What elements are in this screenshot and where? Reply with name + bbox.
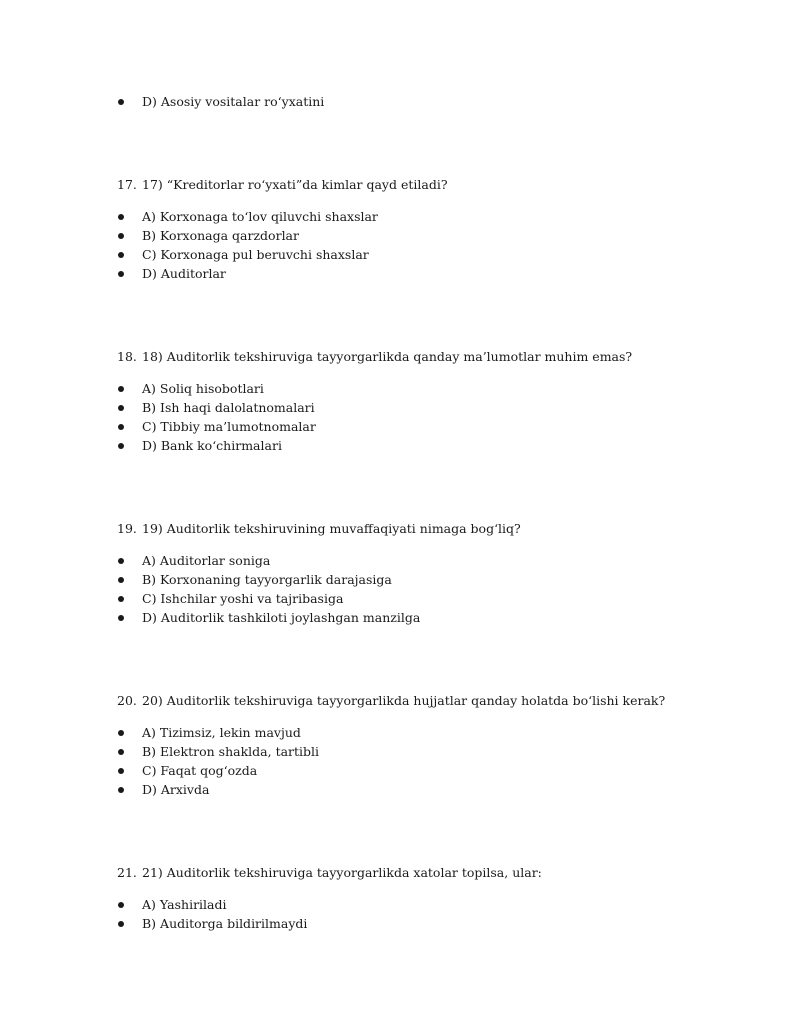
bullet-icon	[118, 424, 124, 430]
question-heading	[117, 691, 665, 711]
option-text: D) Auditorlar	[142, 266, 226, 281]
question-text: 18) Auditorlik tekshiruviga tayyorgarlikda qanday ma’lumotlar muhim emas?	[142, 349, 633, 364]
list-item	[118, 92, 325, 111]
bullet-icon	[118, 921, 124, 927]
option-text: C) Ishchilar yoshi va tajribasiga	[142, 591, 344, 606]
option-text: B) Elektron shaklda, tartibli	[142, 744, 320, 759]
list-item	[118, 398, 315, 417]
option-text: B) Korxonaga qarzdorlar	[142, 228, 299, 243]
bullet-icon	[118, 405, 124, 411]
question-number: 21.	[117, 865, 137, 880]
option-text: A) Yashiriladi	[142, 897, 227, 912]
question-number: 18.	[117, 349, 137, 364]
option-text: D) Auditorlik tashkiloti joylashgan manzilga	[142, 610, 421, 625]
list-item	[118, 723, 301, 742]
bullet-icon	[118, 99, 124, 105]
option-text: D) Bank ko‘chirmalari	[142, 438, 282, 453]
question-number: 20.	[117, 693, 137, 708]
question-heading	[117, 347, 632, 367]
bullet-icon	[118, 233, 124, 239]
option-text: D) Asosiy vositalar ro‘yxatini	[142, 94, 325, 109]
list-item	[118, 551, 271, 570]
option-text: C) Faqat qog‘ozda	[142, 763, 258, 778]
option-text: C) Tibbiy ma’lumotnomalar	[142, 419, 316, 434]
option-text: B) Korxonaning tayyorgarlik darajasiga	[142, 572, 392, 587]
list-item	[118, 895, 227, 914]
question-text: 17) “Kreditorlar ro‘yxati”da kimlar qayd etiladi?	[142, 177, 448, 192]
question-heading	[117, 519, 521, 539]
bullet-icon	[118, 787, 124, 793]
option-text: C) Korxonaga pul beruvchi shaxslar	[142, 247, 369, 262]
list-item	[118, 264, 226, 283]
question-number: 19.	[117, 521, 137, 536]
list-item	[118, 245, 369, 264]
question-heading	[117, 175, 448, 195]
question-text: 20) Auditorlik tekshiruviga tayyorgarlikda hujjatlar qanday holatda bo‘lishi kerak?	[142, 693, 666, 708]
bullet-icon	[118, 902, 124, 908]
question-text: 19) Auditorlik tekshiruvining muvaffaqiyati nimaga bog‘liq?	[142, 521, 521, 536]
bullet-icon	[118, 768, 124, 774]
option-text: A) Soliq hisobotlari	[142, 381, 264, 396]
list-item	[118, 226, 299, 245]
option-text: A) Tizimsiz, lekin mavjud	[142, 725, 301, 740]
bullet-icon	[118, 214, 124, 220]
bullet-icon	[118, 386, 124, 392]
list-item	[118, 570, 392, 589]
option-text: B) Ish haqi dalolatnomalari	[142, 400, 315, 415]
list-item	[118, 207, 378, 226]
option-text: A) Korxonaga to‘lov qiluvchi shaxslar	[142, 209, 378, 224]
bullet-icon	[118, 730, 124, 736]
list-item	[118, 742, 320, 761]
bullet-icon	[118, 271, 124, 277]
list-item	[118, 608, 421, 627]
option-text: D) Arxivda	[142, 782, 210, 797]
list-item	[118, 436, 282, 455]
list-item	[118, 379, 264, 398]
list-item	[118, 761, 258, 780]
bullet-icon	[118, 596, 124, 602]
bullet-icon	[118, 577, 124, 583]
list-item	[118, 914, 308, 933]
question-heading	[117, 863, 542, 883]
option-text: B) Auditorga bildirilmaydi	[142, 916, 308, 931]
bullet-icon	[118, 252, 124, 258]
bullet-icon	[118, 615, 124, 621]
option-text: A) Auditorlar soniga	[142, 553, 271, 568]
question-text: 21) Auditorlik tekshiruviga tayyorgarlikda xatolar topilsa, ular:	[142, 865, 542, 880]
bullet-icon	[118, 558, 124, 564]
question-number: 17.	[117, 177, 137, 192]
bullet-icon	[118, 443, 124, 449]
bullet-icon	[118, 749, 124, 755]
list-item	[118, 780, 210, 799]
list-item	[118, 589, 344, 608]
list-item	[118, 417, 316, 436]
